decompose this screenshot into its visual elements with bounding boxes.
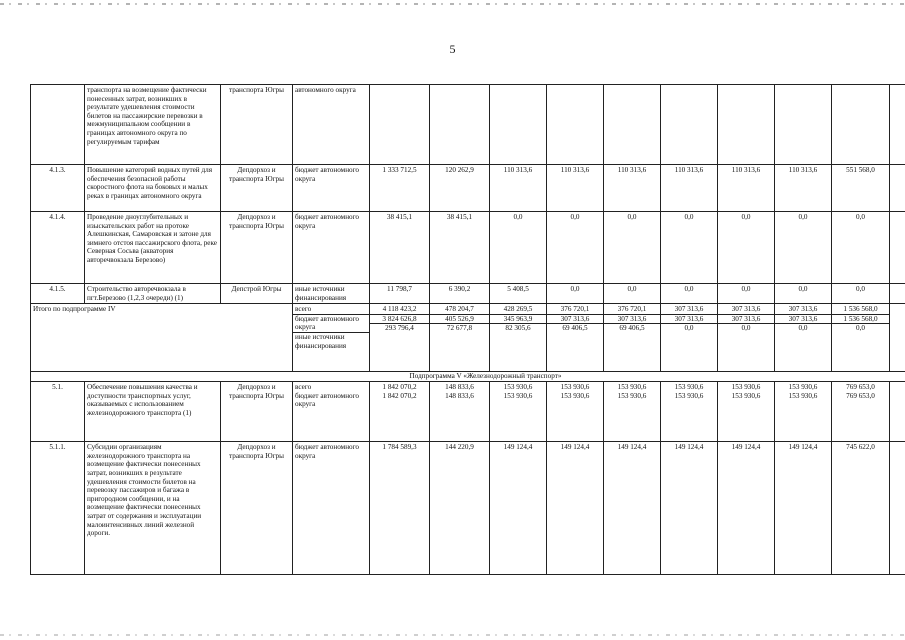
value-cell: 0,0 (775, 284, 832, 304)
value-cell: 110 313,6 (718, 165, 775, 212)
value-cell (718, 85, 775, 165)
value-line: 153 930,6 (503, 391, 533, 400)
executor: транспорта Югры (221, 85, 293, 165)
value-line: 153 930,6 (617, 391, 647, 400)
activity-name: Обеспечение повышения качества и доступности транспортных услуг, оказываемых с использованием железнодорожного транспорта (1) (85, 382, 221, 442)
value-line: 478 204,7 (445, 305, 474, 314)
value-cell: 110 313,6 (604, 165, 661, 212)
value-cell (775, 382, 832, 442)
value-line: 307 313,6 (674, 305, 704, 314)
value-cell (775, 85, 832, 165)
value-cell: 0,0 (775, 212, 832, 284)
activity-name: Повышение категорий водных путей для обеспечения безопасной работы скоростного флота на боковых и малых реках в границах автономного округа (85, 165, 221, 212)
source-line: иные источники финансирования (293, 332, 369, 350)
value-line: 307 313,6 (547, 314, 603, 324)
value-line: 428 269,5 (503, 305, 533, 314)
value-line: 1 842 070,2 (382, 383, 417, 392)
executor: Депдорхоз и транспорта Югры (221, 165, 293, 212)
value-cell (370, 304, 430, 372)
value-line: 153 930,6 (560, 383, 590, 392)
value-cell: 120 262,9 (430, 165, 490, 212)
value-cell: 6 390,2 (430, 284, 490, 304)
budget-table (30, 84, 905, 575)
total-row (31, 304, 905, 372)
row-number: 5.1.1. (31, 442, 85, 575)
value-cell: 0,0 (718, 212, 775, 284)
row-number: 5.1. (31, 382, 85, 442)
value-line: 153 930,6 (731, 391, 761, 400)
value-cell: 0,0 (604, 284, 661, 304)
row-number: 4.1.3. (31, 165, 85, 212)
value-cell (604, 382, 661, 442)
value-line: 307 313,6 (661, 314, 717, 324)
value-cell: 110 313,6 (547, 165, 604, 212)
value-cell (370, 382, 430, 442)
value-line: 1 842 070,2 (382, 391, 417, 400)
source-line: всего (295, 305, 312, 314)
funding-source (293, 382, 370, 442)
value-cell: 38 415,1 (370, 212, 430, 284)
value-cell: 149 124,4 (661, 442, 718, 575)
value-cell (718, 382, 775, 442)
value-cell (490, 85, 547, 165)
funding-source: бюджет автономного округа (293, 442, 370, 575)
row-number: 4.1.4. (31, 212, 85, 284)
value-cell (490, 304, 547, 372)
value-cell (890, 442, 905, 575)
funding-source (293, 304, 370, 372)
value-line: 345 963,9 (490, 314, 546, 324)
value-cell (890, 165, 905, 212)
value-line: 69 406,5 (604, 323, 660, 333)
funding-source: бюджет автономного округа (293, 165, 370, 212)
value-line: 405 526,9 (430, 314, 489, 324)
value-cell (832, 382, 890, 442)
value-cell: 0,0 (490, 212, 547, 284)
value-line: 72 677,8 (430, 323, 489, 333)
value-line: 153 930,6 (731, 383, 761, 392)
value-cell: 551 568,0 (832, 165, 890, 212)
value-line: 153 930,6 (617, 383, 647, 392)
value-line: 307 313,6 (775, 314, 831, 324)
value-line: 153 930,6 (560, 391, 590, 400)
value-line: 0,0 (718, 323, 774, 333)
value-cell (661, 304, 718, 372)
table-row (31, 284, 905, 304)
value-cell (430, 304, 490, 372)
executor: Депдорхоз и транспорта Югры (221, 442, 293, 575)
value-cell: 110 313,6 (490, 165, 547, 212)
row-number (31, 85, 85, 165)
funding-source: автономного округа (293, 85, 370, 165)
scan-artifact-bottom (0, 634, 905, 636)
row-number: 4.1.5. (31, 284, 85, 304)
activity-name: транспорта на возмещение фактически понесенных затрат, возникших в результате удешевления стоимости билетов на пассажирские перевозки в межмуниципальном сообщении в границах автономного округа по регулируемым тарифам (85, 85, 221, 165)
value-line: 769 653,0 (846, 383, 875, 392)
value-cell (775, 304, 832, 372)
value-line: 307 313,6 (604, 314, 660, 324)
value-cell: 5 408,5 (490, 284, 547, 304)
value-cell: 0,0 (832, 284, 890, 304)
activity-name: Строительство авторечвокзала в пгт.Березово (1,2,3 очереди) (1) (85, 284, 221, 304)
value-cell (890, 85, 905, 165)
value-cell: 0,0 (832, 212, 890, 284)
value-line: 153 930,6 (503, 383, 533, 392)
value-line: 148 833,6 (445, 383, 474, 392)
value-line: 153 930,6 (674, 391, 704, 400)
table-row (31, 85, 905, 165)
page-number: 5 (449, 42, 456, 56)
value-line: 3 824 626,8 (370, 314, 429, 324)
scan-artifact-top (0, 3, 905, 5)
value-cell (490, 382, 547, 442)
value-cell: 0,0 (661, 284, 718, 304)
executor: Депдорхоз и транспорта Югры (221, 382, 293, 442)
funding-source: бюджет автономного округа (293, 212, 370, 284)
value-cell (547, 85, 604, 165)
value-cell: 745 622,0 (832, 442, 890, 575)
value-cell: 149 124,4 (547, 442, 604, 575)
value-cell (890, 382, 905, 442)
source-line: всего (295, 383, 312, 392)
subprogram-heading: Подпрограмма V «Железнодорожный транспорт» (31, 372, 905, 382)
value-cell (890, 212, 905, 284)
value-line: 0,0 (832, 323, 889, 333)
value-cell (547, 304, 604, 372)
value-cell: 1 333 712,5 (370, 165, 430, 212)
value-line: 153 930,6 (788, 391, 818, 400)
value-line: 0,0 (775, 323, 831, 333)
value-cell: 149 124,4 (775, 442, 832, 575)
value-cell (661, 85, 718, 165)
value-cell (832, 85, 890, 165)
value-line: 4 118 423,2 (382, 305, 417, 314)
value-line: 376 720,1 (617, 305, 647, 314)
executor: Депдорхоз и транспорта Югры (221, 212, 293, 284)
value-cell: 0,0 (547, 284, 604, 304)
value-line: 69 406,5 (547, 323, 603, 333)
total-label: Итого по подпрограмме IV (31, 304, 293, 372)
value-line: 1 536 568,0 (832, 314, 889, 324)
value-cell: 110 313,6 (661, 165, 718, 212)
value-line: 0,0 (661, 323, 717, 333)
value-cell: 0,0 (718, 284, 775, 304)
table-row (31, 212, 905, 284)
subprogram-heading-row (31, 372, 905, 382)
value-cell (547, 382, 604, 442)
activity-name: Проведение дноуглубительных и изыскательских работ на протоке Алешкинская, Самаровская и затоне для зимнего отстоя пассажирского флота, реке Северная Сосьва (акватория авторечвокзала Березово) (85, 212, 221, 284)
value-cell (718, 304, 775, 372)
value-line: 769 653,0 (846, 391, 875, 400)
value-line: 307 313,6 (788, 305, 818, 314)
value-cell: 0,0 (547, 212, 604, 284)
value-cell: 38 415,1 (430, 212, 490, 284)
value-cell (430, 85, 490, 165)
value-line: 293 796,4 (370, 323, 429, 333)
value-line: 148 833,6 (445, 391, 474, 400)
value-cell (370, 85, 430, 165)
value-line: 376 720,1 (560, 305, 590, 314)
value-line: 82 305,6 (490, 323, 546, 333)
activity-name: Субсидии организациям железнодорожного транспорта на возмещение фактически понесенных затрат, возникших в результате удешевления стоимости билетов на перевозку пассажиров и багажа в пригородном сообщении, и на возмещение фактически понесенных затрат от содержания и эксплуатации малоинтенсивных линий железной дороги. (85, 442, 221, 575)
value-line: 1 536 568,0 (843, 305, 878, 314)
value-cell: 1 784 589,3 (370, 442, 430, 575)
executor: Депстрой Югры (221, 284, 293, 304)
value-line: 307 313,6 (731, 305, 761, 314)
value-cell (890, 284, 905, 304)
value-cell: 110 313,6 (775, 165, 832, 212)
value-cell (890, 304, 905, 372)
value-cell: 149 124,4 (718, 442, 775, 575)
source-line: бюджет автономного округа (293, 314, 369, 332)
value-cell: 149 124,4 (490, 442, 547, 575)
table-row (31, 382, 905, 442)
value-cell: 11 798,7 (370, 284, 430, 304)
table-row (31, 442, 905, 575)
funding-source: иные источники финансирования (293, 284, 370, 304)
value-cell (604, 85, 661, 165)
value-cell (832, 304, 890, 372)
table-row (31, 165, 905, 212)
value-cell: 144 220,9 (430, 442, 490, 575)
value-cell (604, 304, 661, 372)
value-cell (430, 382, 490, 442)
value-cell: 0,0 (661, 212, 718, 284)
value-cell (661, 382, 718, 442)
value-line: 307 313,6 (718, 314, 774, 324)
value-line: 153 930,6 (788, 383, 818, 392)
value-cell: 149 124,4 (604, 442, 661, 575)
value-line: 153 930,6 (674, 383, 704, 392)
source-line: бюджет автономного округа (295, 391, 360, 409)
value-cell: 0,0 (604, 212, 661, 284)
